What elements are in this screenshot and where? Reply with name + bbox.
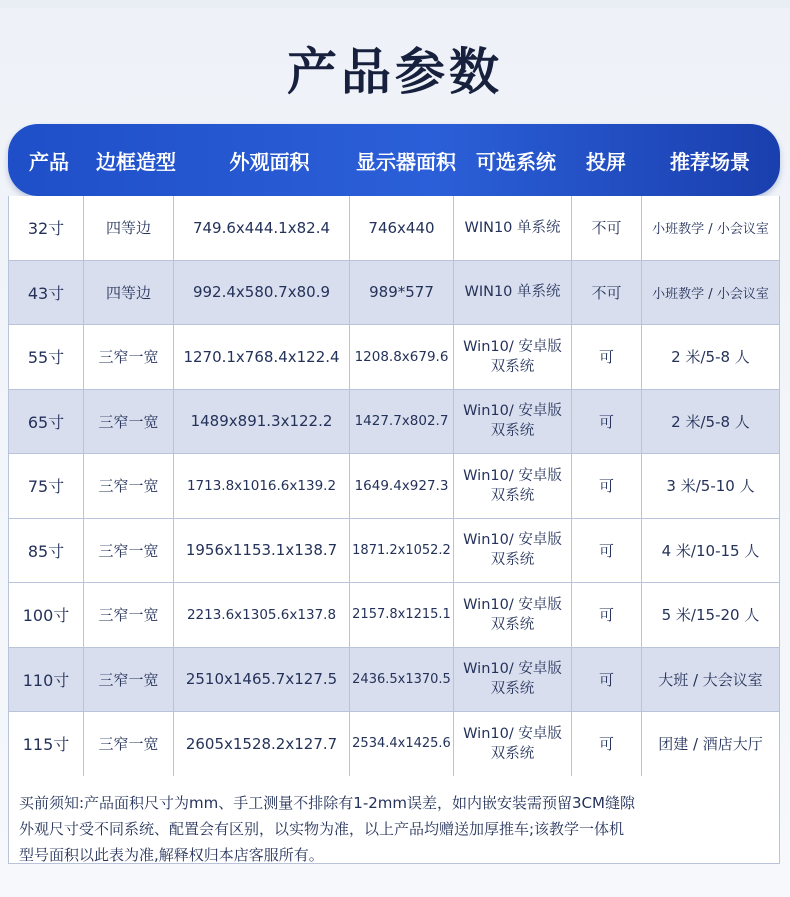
cell-size: 65寸 bbox=[9, 390, 84, 454]
cell-size: 55寸 bbox=[9, 325, 84, 389]
cell-display-size: 2534.4x1425.6 bbox=[350, 712, 454, 776]
table-row bbox=[9, 261, 779, 326]
cell-frame: 四等边 bbox=[84, 196, 174, 260]
cell-casting: 可 bbox=[572, 712, 642, 776]
system-line: WIN10 单系统 bbox=[464, 284, 561, 301]
cell-outer-size: 749.6x444.1x82.4 bbox=[174, 196, 350, 260]
header-scene: 推荐场景 bbox=[670, 149, 750, 174]
cell-outer-size: 992.4x580.7x80.9 bbox=[174, 261, 350, 325]
cell-display-size: 2436.5x1370.5 bbox=[350, 648, 454, 712]
cell-system bbox=[454, 325, 572, 389]
cell-casting: 不可 bbox=[572, 196, 642, 260]
system-line: 双系统 bbox=[490, 745, 535, 762]
cell-outer-size: 2510x1465.7x127.5 bbox=[174, 648, 350, 712]
header-frame: 边框造型 bbox=[96, 149, 176, 174]
system-line: Win10/ 安卓版 bbox=[463, 532, 562, 549]
header-product: 产品 bbox=[29, 149, 69, 174]
system-line: 双系统 bbox=[490, 487, 535, 504]
system-line: 双系统 bbox=[490, 552, 535, 569]
cell-size: 100寸 bbox=[9, 583, 84, 647]
cell-display-size: 1649.4x927.3 bbox=[350, 454, 454, 518]
cell-frame: 四等边 bbox=[84, 261, 174, 325]
cell-scene: 5 米/15-20 人 bbox=[661, 606, 760, 625]
cell-scene: 3 米/5-10 人 bbox=[666, 477, 755, 496]
cell-system bbox=[454, 196, 572, 260]
table-row bbox=[9, 583, 779, 648]
cell-outer-size: 1489x891.3x122.2 bbox=[174, 390, 350, 454]
system-line: Win10/ 安卓版 bbox=[463, 661, 562, 678]
cell-system bbox=[454, 261, 572, 325]
table-row bbox=[9, 519, 779, 584]
cell-scene: 2 米/5-8 人 bbox=[671, 412, 750, 431]
cell-system bbox=[454, 648, 572, 712]
cell-frame: 三窄一宽 bbox=[84, 454, 174, 518]
table-row bbox=[9, 712, 779, 777]
cell-frame: 三窄一宽 bbox=[84, 712, 174, 776]
cell-scene: 团建 / 酒店大厅 bbox=[658, 735, 763, 754]
system-line: Win10/ 安卓版 bbox=[463, 403, 562, 420]
cell-scene: 小班教学 / 小会议室 bbox=[652, 222, 769, 238]
notice-line: 型号面积以此表为准,解释权归本店客服所有。 bbox=[19, 846, 324, 864]
cell-size: 85寸 bbox=[9, 519, 84, 583]
cell-frame: 三窄一宽 bbox=[84, 519, 174, 583]
system-line: Win10/ 安卓版 bbox=[463, 596, 562, 613]
table-row bbox=[9, 454, 779, 519]
header-system: 可选系统 bbox=[476, 149, 556, 174]
notice-line: 买前须知:产品面积尺寸为mm、手工测量不排除有1-2mm误差，如内嵌安装需预留3CM缝隙 bbox=[19, 794, 635, 812]
cell-scene: 大班 / 大会议室 bbox=[658, 670, 763, 689]
cell-outer-size: 1713.8x1016.6x139.2 bbox=[174, 454, 350, 518]
system-line: Win10/ 安卓版 bbox=[463, 725, 562, 742]
cell-display-size: 1427.7x802.7 bbox=[350, 390, 454, 454]
cell-scene: 2 米/5-8 人 bbox=[671, 348, 750, 367]
cell-scene: 小班教学 / 小会议室 bbox=[652, 286, 769, 302]
page-title: 产品参数 bbox=[287, 43, 503, 101]
cell-frame: 三窄一宽 bbox=[84, 390, 174, 454]
system-line: 双系统 bbox=[490, 681, 535, 698]
cell-casting: 可 bbox=[572, 648, 642, 712]
system-line: Win10/ 安卓版 bbox=[463, 467, 562, 484]
cell-system bbox=[454, 454, 572, 518]
cell-outer-size: 1270.1x768.4x122.4 bbox=[174, 325, 350, 389]
cell-size: 75寸 bbox=[9, 454, 84, 518]
cell-casting: 可 bbox=[572, 390, 642, 454]
system-line: Win10/ 安卓版 bbox=[463, 338, 562, 355]
cell-frame: 三窄一宽 bbox=[84, 583, 174, 647]
table-row bbox=[9, 196, 779, 261]
cell-frame: 三窄一宽 bbox=[84, 325, 174, 389]
cell-system bbox=[454, 712, 572, 776]
cell-casting: 可 bbox=[572, 454, 642, 518]
system-line: 双系统 bbox=[490, 358, 535, 375]
cell-system bbox=[454, 583, 572, 647]
header-display-size: 显示器面积 bbox=[356, 149, 456, 174]
cell-casting: 可 bbox=[572, 325, 642, 389]
system-line: 双系统 bbox=[490, 616, 535, 633]
cell-display-size: 1208.8x679.6 bbox=[350, 325, 454, 389]
top-strip bbox=[0, 0, 790, 8]
cell-display-size: 746x440 bbox=[350, 196, 454, 260]
purchase-notice bbox=[8, 776, 780, 864]
system-line: 双系统 bbox=[490, 423, 535, 440]
table-row bbox=[9, 325, 779, 390]
cell-size: 43寸 bbox=[9, 261, 84, 325]
cell-system bbox=[454, 390, 572, 454]
cell-display-size: 1871.2x1052.2 bbox=[350, 519, 454, 583]
cell-frame: 三窄一宽 bbox=[84, 648, 174, 712]
cell-outer-size: 2213.6x1305.6x137.8 bbox=[174, 583, 350, 647]
cell-casting: 不可 bbox=[572, 261, 642, 325]
table-header bbox=[8, 124, 780, 196]
cell-size: 32寸 bbox=[9, 196, 84, 260]
cell-casting: 可 bbox=[572, 583, 642, 647]
cell-casting: 可 bbox=[572, 519, 642, 583]
header-casting: 投屏 bbox=[586, 149, 626, 174]
table-row bbox=[9, 390, 779, 455]
cell-display-size: 989*577 bbox=[350, 261, 454, 325]
spec-table bbox=[8, 196, 780, 777]
cell-display-size: 2157.8x1215.1 bbox=[350, 583, 454, 647]
cell-scene: 4 米/10-15 人 bbox=[661, 541, 760, 560]
table-row bbox=[9, 648, 779, 713]
cell-size: 110寸 bbox=[9, 648, 84, 712]
header-outer-size: 外观面积 bbox=[229, 149, 310, 174]
cell-system bbox=[454, 519, 572, 583]
cell-outer-size: 2605x1528.2x127.7 bbox=[174, 712, 350, 776]
cell-outer-size: 1956x1153.1x138.7 bbox=[174, 519, 350, 583]
notice-line: 外观尺寸受不同系统、配置会有区别，以实物为准，以上产品均赠送加厚推车;该教学一体机 bbox=[19, 820, 625, 838]
system-line: WIN10 单系统 bbox=[464, 219, 561, 236]
cell-size: 115寸 bbox=[9, 712, 84, 776]
